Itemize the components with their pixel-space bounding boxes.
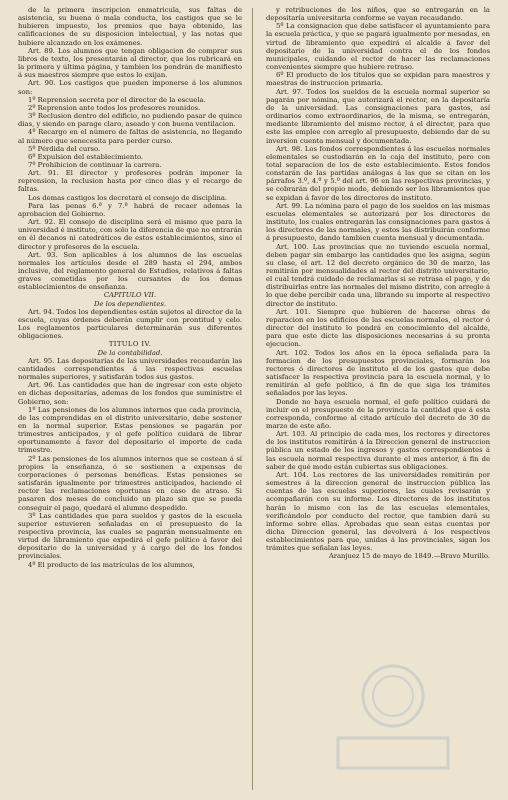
left-list-item: 3º Reclusion dentro del edificio, no pudiendo pasar de quince dias, y siendo en parage claro, aseado y con buena ventilacion.	[18, 112, 242, 129]
left-list-item: 4º Recargo en el número de faltas de asistencia, no llegando al número que senecesita para perder curso.	[18, 128, 242, 145]
right-paragraph: y retribuciones de los niños, que se entregarán en la depositaría universitaria conforme se vayan recaudando.	[266, 6, 490, 23]
left-list-item: 1º Las pensiones de los alumnos internos que cada provincia, de las comprendidas en el distrito universitario, debe sostener en la normal superior. Estas pensiones se pagarán por trimestres anticipados, y el gefe político cuidará de librar oportunamente á favor del depositario el importe de cada trimestre.	[18, 405, 242, 455]
right-paragraph: Art. 101. Siempre que hubieren de hacerse obras de reparacion en los edificios de las escuelas normales, el rector ó director del instituto lo pondrá en conocimiento del alcalde, para que este dicte las disposiciones necesarias á su pronta ejecucion.	[266, 307, 490, 349]
left-paragraph: Los demas castigos los decretará el consejo de disciplina.	[28, 193, 228, 202]
library-stamp-watermark	[318, 656, 468, 780]
left-paragraph: Art. 92. El consejo de disciplina será el mismo que para la universidad é instituto, con solo la diferencia de que no entrarán en él decanos ni catedráticos de estos establecimientos, sino el director y profesores de la escuela.	[18, 218, 242, 251]
right-list-item: 5º La consignacion que debe satisfacer el ayuntamiento para la escuela práctica, y que se pagará igualmente por mesadas, en virtud de libramiento que expedirá el alcalde á favor del depositario de la universidad contra el de los fondos municipales, cuidando el rector de hacer las reclamaciones convenientes siempre que hubiere retraso.	[266, 22, 490, 72]
left-list-item: 3º Las cantidades que para sueldos y gastos de la escuela superior estuvieren señaladas en el presupuesto de la respectiva provincia, las cuales se pagarán mensualmente en virtud de libramiento que expedirá el gefe político á favor del depositario de la universidad y á cargo del de los fondos provinciales.	[18, 511, 242, 561]
right-paragraph: Art. 98. Los fondos correspondientes á las escuelas normales elementales se custodiarán en la caja del instituto, pero con total separacion de los de este establecimiento. Estos fondos constarán de las partidas análogas á las que se citan en los párrafos 3.º, 4.º y 5.º del art. 96 en las respectivas provincias, y se cobrarán del propio modo, debiendo ser los libramientos que se expidan á favor de los directores de instituto.	[266, 144, 490, 202]
left-paragraph: Art. 96. Las cantidades que han de ingresar con este objeto en dichas depositarías, ademas de los fondos que suministre el Gobierno, son:	[18, 381, 242, 406]
left-paragraph: Art. 93. Son aplicables á los alumnos de las escuelas normales los artículos desde el 289 hasta el 294, ambos inclusive, del reglamento general de Estudios, relativos á faltas graves cometidas por los cursantes de los demas establecimientos de enseñanza.	[18, 250, 242, 292]
left-heading: De los dependientes.	[94, 299, 166, 308]
left-list-item: 4º El producto de las matrículas de los alumnos,	[28, 560, 195, 569]
left-list-item: 5º Pérdida del curso.	[28, 144, 101, 153]
right-paragraph: Art. 100. Las provincias que no tuviendo escuela normal, deben pagar sin embargo las cantidades que les asigna, según su clase, el art. 12 del decreto orgánico de 30 de marzo, las remitirán por mensualidades al rector del distrito universitario, el cual tendrá cuidado de reclamarlas si se retrasa el pago, y de distribuirlas entre las normales del mismo distrito, con arreglo á lo que debe percibir cada una, librando su importe al respectivo director de instituto.	[266, 242, 490, 308]
left-paragraph: de la primera inscripcion enmatricula, sus faltas de asistencia, su buena ó mala conducta, los castigos que se le hubieren impuesto, los premios que haya obtenido, las calificaciones de su disposicion intelectual, y las notas que hubiere alcanzado en los exámenes.	[18, 6, 242, 47]
right-paragraph: Art. 103. Al principio de cada mes, los rectores y directores de los institutos remitirán á la Direccion general de instruccion pública un estado de los ingresos y gastos correspondientes á las escuela normal respectiva durante el mes anterior, á fin de saber de qué modo están cubiertas sus obligaciones.	[266, 430, 490, 471]
left-paragraph: Art. 95. Las depositarías de las universidades recaudarán las cantidades correspondientes á las respectivas escuelas normales superiores, y satisfarán todos sus gastos.	[18, 356, 242, 382]
left-list-item: 7º Prohibicion de continuar la carrera.	[28, 160, 162, 169]
right-paragraph: Art. 104. Los rectores de las universidades remitirán por semestres á la direccion general de instruccion pública las cuentas de las escuelas superiores, las cuales revisarán y acompañarán con su informe. Los directores de los institutos harán lo mismo con las de las escuelas elementales, verificándolo por conducto del rector, que tambien dará su informe sobre ellas. Aprobadas que sean estas cuentas por dicha Direccion general, las devolverá á los respectivos establecimientos para que, unidas á las provinciales, sigan los trámites que señalan las leyes.	[266, 470, 490, 553]
right-column	[266, 6, 490, 561]
left-heading: TITULO IV.	[108, 340, 152, 349]
left-paragraph: Art. 91. El director y profesores podrán imponer la reprension, la reclusion hasta por cinco dias y el recargo de faltas.	[18, 169, 242, 194]
left-paragraph: Art. 89. Los alumnos que tengan obligacion de comprar sus libros de texto, los presentarán al director, que los rubricará en la primera y última página, y tambien los pondrán de manifiesto á sus maestros siempre que estos lo exijan.	[18, 46, 242, 80]
left-list-item: 6º Expulsion del establecimiento.	[28, 152, 144, 161]
left-heading: CAPITULO VII.	[103, 291, 157, 300]
signature-line: Aranjuez 15 de mayo de 1849.—Bravo Murillo.	[328, 552, 490, 561]
left-paragraph: Art. 94. Todos los dependientes están sujetos al director de la escuela, cuyas órdenes deberán cumplir con prontitud y celo. Los reglamentos particulares determinarán sus diferentes obligaciones.	[18, 307, 242, 341]
column-divider	[252, 8, 253, 790]
left-heading: De la contabilidad.	[97, 348, 163, 357]
left-paragraph: Para las penas 6.ª y 7.ª habrá de recaer ademas la aprobacion del Gobierno.	[18, 201, 242, 218]
left-list-item: 2º Las pensiones de los alumnos internos que se costean á sí propios la enseñanza, ó se sostienen a expensas de corporaciones ó personas benéficas. Estas pensiones se satisfarán igualmente por trimestres anticipados, haciendo el rector las reclamaciones oportunas en caso de atraso. Si pasaren dos meses de concluido un plazo sin que se pueda conseguir el pago, quedará el alumno despedido.	[18, 454, 242, 512]
right-list-item: 6º El producto de los títulos que se expidan para maestros y maestras de instruccion primaria.	[266, 71, 490, 88]
left-list-item: 2º Reprension ante todos los profesores reunidos.	[28, 103, 201, 112]
left-list-item: 1º Reprension secreta por el director de la escuela.	[28, 95, 206, 104]
left-column	[18, 6, 242, 569]
right-paragraph: Donde no haya escuela normal, el gefe político cuidará de incluir en el presupuesto de la provincia la cantidad que á esta corresponda, conforme al citado artículo del decreto de 30 de marzo de este año.	[266, 397, 490, 430]
right-paragraph: Art. 99. La nómina para el pago de los sueldos en las mismas escuelas elementales se autorizará por los directores de instituto, los cuales entregarán las consignaciones para gastos á los directores de las normales, y estos las distribuirán conforme á presupuesto, dando tambien cuenta mensual y documentada.	[266, 201, 490, 243]
right-paragraph: Art. 97. Todos los sueldos de la escuela normal superior se pagarán por nómina, que autorizará el rector, en la depositaría de la universidad. Las consignaciones para gastos, así ordinarios como extraordinarios, de la misma, se entregarán, mediante libramiento del mismo rector, á el director, para que este las emplee con arreglo al presupuesto, debiendo dar de su inversion cuenta mensual y documentada.	[266, 87, 490, 145]
right-paragraph: Art. 102. Todos los años en la época señalada para la formacion de los presupuestos provinciales, formarán los rectores ó directores de instituto el de los gastos que debe satisfacer la respectiva provincia para la escuela normal, y lo remitirán al gefe político, á fin de que siga los trámites señalados por las leyes.	[266, 348, 490, 398]
left-paragraph: Art. 90. Los castigos que pueden imponerse á los alumnos son:	[18, 79, 242, 96]
